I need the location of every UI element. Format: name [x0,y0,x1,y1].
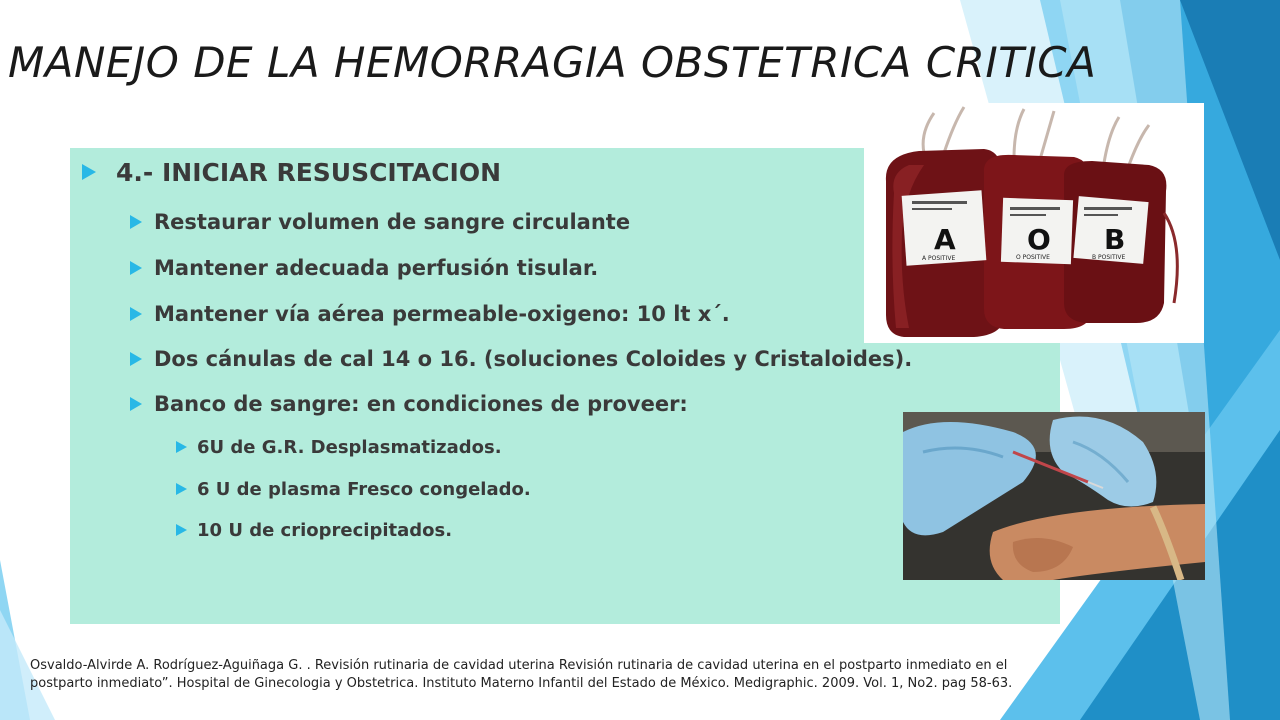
blood-type-a-label: A [934,223,956,256]
bullet-banco-sangre: Banco de sangre: en condiciones de proveer: [130,392,688,416]
iv-insertion-photo [903,412,1205,580]
bullet-crioprecipitados: 10 U de crioprecipitados. [176,520,452,541]
bullet-arrow-icon [176,483,187,495]
bullet-arrow-icon [130,261,142,275]
bullet-arrow-icon [130,352,142,366]
bullet-arrow-icon [176,441,187,453]
bullet-arrow-icon [130,215,142,229]
bullet-perfusion: Mantener adecuada perfusión tisular. [130,256,598,280]
bullet-arrow-icon [130,307,142,321]
blood-type-b-label: B [1104,223,1126,256]
bullet-via-aerea: Mantener vía aérea permeable-oxigeno: 10 lt x´. [130,302,730,326]
slide-title: MANEJO DE LA HEMORRAGIA OBSTETRICA CRITICA [8,38,1097,87]
blood-type-a-tag: A POSITIVE [922,255,956,262]
blood-type-o-tag: O POSITIVE [1016,254,1050,261]
bullet-globulos-rojos: 6U de G.R. Desplasmatizados. [176,437,502,458]
citation-text: Osvaldo-Alvirde A. Rodríguez-Aguiñaga G. . Revisión rutinaria de cavidad uterina Revisión rutinaria de cavidad uterina en el postparto inmediato en el postparto inmediato”. Hospital de Ginecologia y Obstetrica. Instituto Materno Infantil del Estado de México. Medigraphic. 2009. Vol. 1, No2. pag 58-63. [30,658,1013,691]
bullet-arrow-icon [82,164,96,180]
bullet-arrow-icon [130,397,142,411]
bullet-canulas: Dos cánulas de cal 14 o 16. (soluciones Coloides y Cristaloides). [130,347,912,371]
bullet-iniciar-resuscitacion: 4.- INICIAR RESUSCITACION [82,158,501,187]
blood-type-b-tag: B POSITIVE [1092,254,1126,261]
bullet-plasma: 6 U de plasma Fresco congelado. [176,479,531,500]
blood-bags-photo [864,103,1204,343]
blood-type-o-label: O [1027,223,1051,256]
bullet-restaurar-volumen: Restaurar volumen de sangre circulante [130,210,630,234]
bullet-arrow-icon [176,524,187,536]
